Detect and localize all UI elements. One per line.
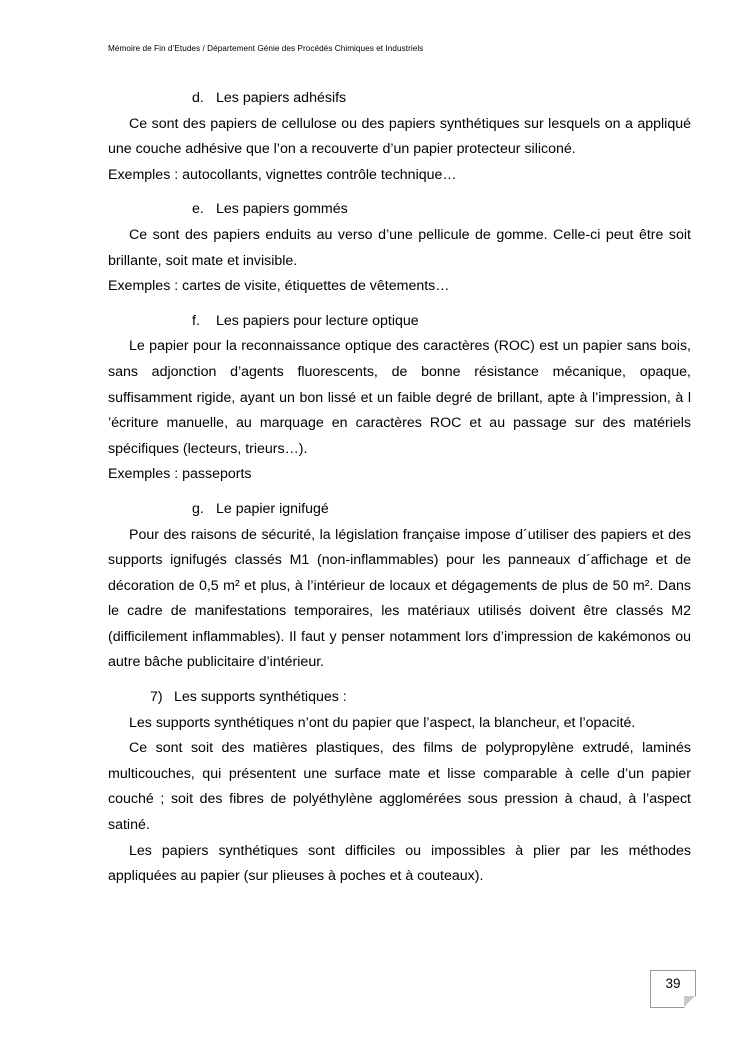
paragraph: Le papier pour la reconnaissance optique des caractères (ROC) est un papier sans bois, sans adjonction d’agents fluorescents, de bonne résistance mécanique, opaque, suffisamment rigide, ayant un bon lissé et un faible degré de brillant, apte à l’impression, à l ’écriture manuelle, au marquage en caractères ROC et au passage sur des matériels spécifiques (lecteurs, trieurs…).: [108, 338, 691, 457]
examples-line: Exemples : passeports: [108, 466, 252, 483]
subsection-heading-d: [108, 86, 691, 112]
subsection-letter: e.: [192, 201, 204, 218]
page-curl-shade: [684, 996, 695, 1007]
page-content: [108, 86, 691, 890]
subsection-title: Les papiers adhésifs: [216, 90, 347, 106]
page-number-box: [650, 970, 696, 1008]
paragraph: Ce sont soit des matières plastiques, des films de polypropylène extrudé, laminés multicouches, qui présentent une surface mate et lisse comparable à celle d’un papier couché ; soit des fibres de polyéthylène agglomérées sous pression à chaud, à l’aspect satiné.: [108, 740, 691, 834]
subsection-letter: f.: [192, 312, 200, 329]
examples-line: Exemples : cartes de visite, étiquettes de vêtements…: [108, 278, 450, 295]
running-header: Mémoire de Fin d’Etudes / Département Génie des Procédés Chimiques et Industriels: [108, 44, 424, 53]
subsection-heading-f: [108, 309, 691, 335]
subsection-heading-e: [108, 197, 691, 223]
paragraph: Ce sont des papiers de cellulose ou des papiers synthétiques sur lesquels on a appliqué une couche adhésive que l’on a recouverte d’un papier protecteur siliconé.: [108, 115, 691, 158]
paragraph: Les papiers synthétiques sont difficiles ou impossibles à plier par les méthodes appliquées au papier (sur plieuses à poches et à couteaux).: [108, 842, 691, 885]
examples-line: Exemples : autocollants, vignettes contrôle technique…: [108, 166, 457, 183]
section-number: 7): [150, 689, 163, 706]
page-number: 39: [665, 976, 681, 991]
section-title: Les supports synthétiques :: [174, 689, 347, 706]
subsection-title: Les papiers gommés: [216, 201, 348, 218]
paragraph: Les supports synthétiques n’ont du papier que l’aspect, la blancheur, et l’opacité.: [129, 714, 636, 731]
subsection-title: Les papiers pour lecture optique: [216, 312, 419, 329]
subsection-heading-g: [108, 497, 691, 523]
subsection-letter: g.: [192, 500, 204, 517]
paragraph: Ce sont des papiers enduits au verso d’une pellicule de gomme. Celle-ci peut être soit brillante, soit mate et invisible.: [108, 226, 691, 269]
paragraph: Pour des raisons de sécurité, la législation française impose d´utiliser des papiers et des supports ignifugés classés M1 (non-inflammables) pour les panneaux d´affichage et de décoration de 0,5 m² et plus, à l’intérieur de locaux et dégagements de plus de 50 m². Dans le cadre de manifestations temporaires, les matériaux utilisés doivent être classés M2 (difficilement inflammables). Il faut y penser notamment lors d’impression de kakémonos ou autre bâche publicitaire d’intérieur.: [108, 526, 691, 671]
section-heading-7: [108, 685, 691, 711]
subsection-letter: d.: [192, 90, 204, 106]
subsection-title: Le papier ignifugé: [216, 500, 329, 517]
